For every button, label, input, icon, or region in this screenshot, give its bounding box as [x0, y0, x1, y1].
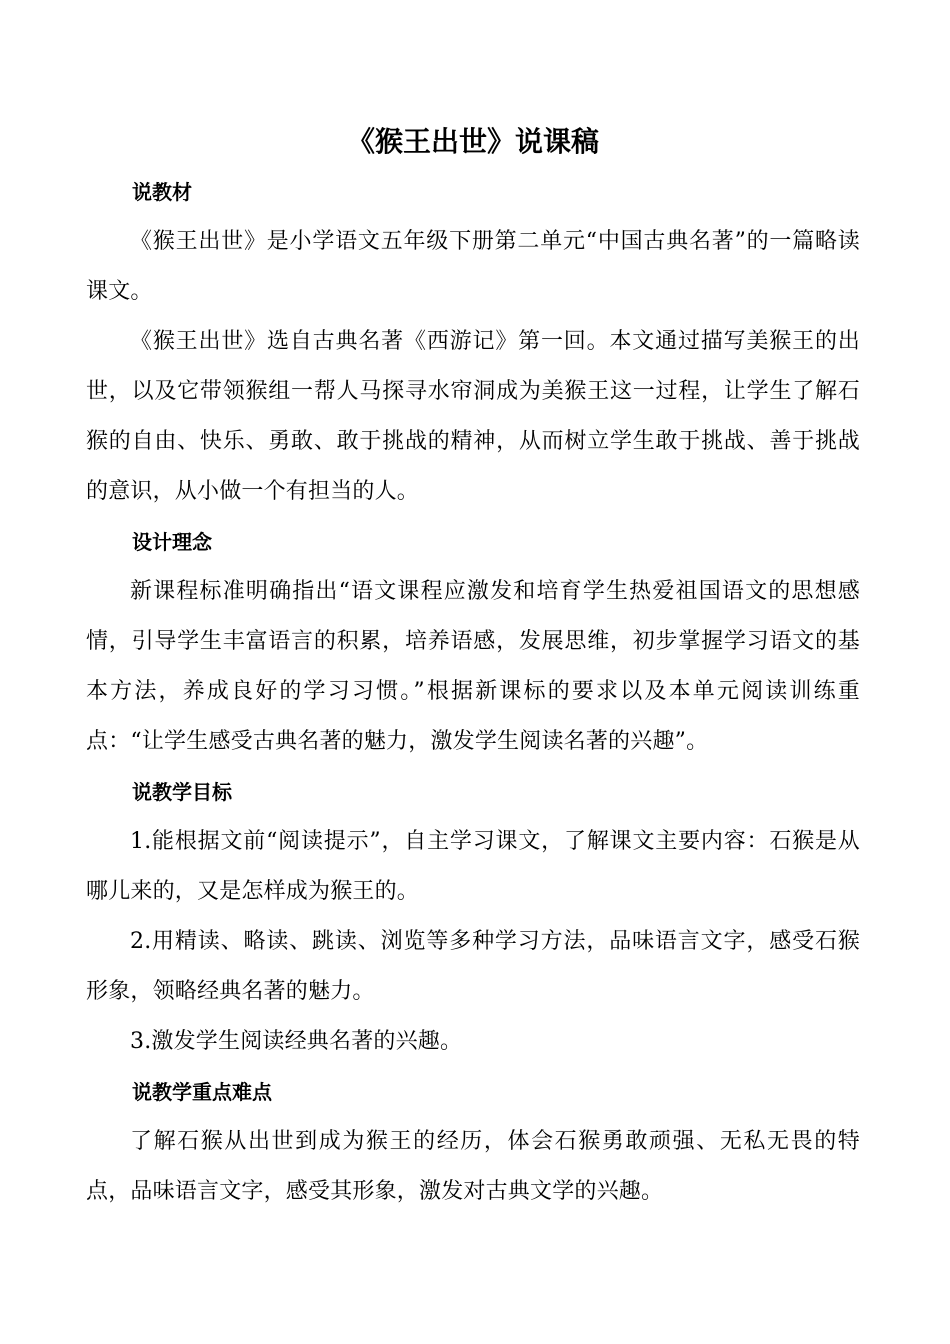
section-teaching-goals: [86, 767, 860, 1067]
paragraph: 《猴王出世》选自古典名著《西游记》第一回。本文通过描写美猴王的出世，以及它带领猴组一帮人马探寻水帘洞成为美猴王这一过程，让学生了解石猴的自由、快乐、勇敢、敢于挑战的精神，从而树立学生敢于挑战、善于挑战的意识，从小做一个有担当的人。: [86, 329, 860, 504]
section-key-difficulties: [86, 1067, 860, 1217]
section-heading: 说教学重点难点: [132, 1080, 272, 1104]
section-textbook: [86, 167, 860, 517]
section-heading: 说教学目标: [132, 780, 232, 804]
paragraph: 1.能根据文前“阅读提示”，自主学习课文，了解课文主要内容：石猴是从哪儿来的，又是怎样成为猴王的。: [86, 829, 860, 904]
paragraph: 2.用精读、略读、跳读、浏览等多种学习方法，品味语言文字，感受石猴形象，领略经典名著的魅力。: [86, 929, 860, 1004]
document-body: [86, 117, 860, 1217]
paragraph: 《猴王出世》是小学语文五年级下册第二单元“中国古典名著”的一篇略读课文。: [86, 229, 860, 304]
section-heading: 说教材: [132, 180, 192, 204]
paragraph: 了解石猴从出世到成为猴王的经历，体会石猴勇敢顽强、无私无畏的特点，品味语言文字，感受其形象，激发对古典文学的兴趣。: [86, 1129, 860, 1204]
paragraph: 新课程标准明确指出“语文课程应激发和培育学生热爱祖国语文的思想感情，引导学生丰富语言的积累，培养语感，发展思维，初步掌握学习语文的基本方法，养成良好的学习习惯。”根据新课标的要求以及本单元阅读训练重点：“让学生感受古典名著的魅力，激发学生阅读名著的兴趣”。: [86, 579, 860, 754]
section-design-concept: [86, 517, 860, 767]
page-title: 《猴王出世》说课稿: [346, 125, 599, 158]
paragraph: 3.激发学生阅读经典名著的兴趣。: [130, 1029, 463, 1054]
section-heading: 设计理念: [132, 530, 212, 554]
